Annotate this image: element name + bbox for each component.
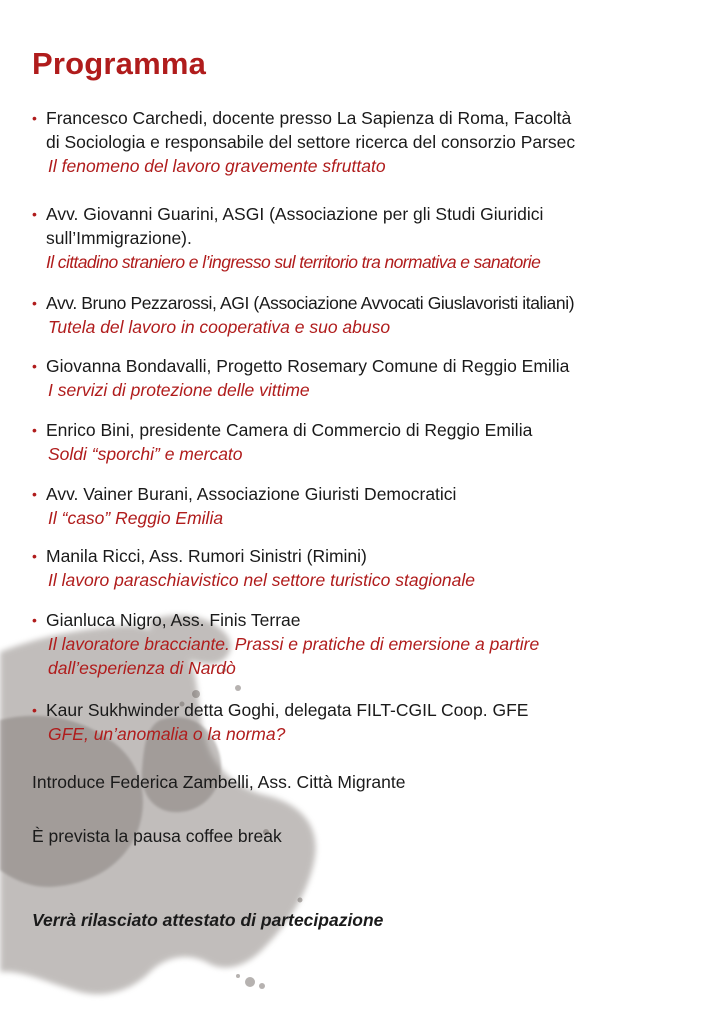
speaker-item xyxy=(32,106,712,178)
speaker-line: di Sociologia e responsabile del settore ricerca del consorzio Parsec xyxy=(46,132,576,152)
speaker-line: Giovanna Bondavalli, Progetto Rosemary Comune di Reggio Emilia xyxy=(46,356,570,376)
talk-topic: Il lavoro paraschiavistico nel settore turistico stagionale xyxy=(48,570,476,590)
bullet-icon: • xyxy=(32,548,37,564)
certificate-note: Verrà rilasciato attestato di partecipazione xyxy=(32,910,384,930)
bullet-icon: • xyxy=(32,486,37,502)
bullet-icon: • xyxy=(32,206,37,222)
speaker-item xyxy=(32,291,712,339)
speaker-item xyxy=(32,544,712,592)
talk-topic: I servizi di protezione delle vittime xyxy=(48,380,310,400)
speaker-item xyxy=(32,202,712,274)
bullet-icon: • xyxy=(32,110,37,126)
page-title: Programma xyxy=(32,46,207,81)
speaker-item xyxy=(32,482,712,530)
speaker-item xyxy=(32,354,712,402)
speaker-line: Gianluca Nigro, Ass. Finis Terrae xyxy=(46,610,301,630)
bullet-icon: • xyxy=(32,702,37,718)
talk-topic: Il fenomeno del lavoro gravemente sfruttato xyxy=(48,156,386,176)
talk-topic: Il cittadino straniero e l’ingresso sul territorio tra normativa e sanatorie xyxy=(46,252,541,272)
speaker-line: Manila Ricci, Ass. Rumori Sinistri (Rimini) xyxy=(46,546,367,566)
speaker-line: Avv. Vainer Burani, Associazione Giuristi Democratici xyxy=(46,484,457,504)
talk-topic: dall’esperienza di Nardò xyxy=(48,658,236,678)
speaker-line: Avv. Giovanni Guarini, ASGI (Associazione per gli Studi Giuridici xyxy=(46,204,544,224)
bullet-icon: • xyxy=(32,422,37,438)
speaker-item xyxy=(32,418,712,466)
bullet-icon: • xyxy=(32,612,37,628)
speaker-line: sull’Immigrazione). xyxy=(46,228,192,248)
talk-topic: Tutela del lavoro in cooperativa e suo abuso xyxy=(48,317,391,337)
intro-text: Introduce Federica Zambelli, Ass. Città Migrante xyxy=(32,772,406,792)
speaker-line: Enrico Bini, presidente Camera di Commercio di Reggio Emilia xyxy=(46,420,533,440)
talk-topic: Il lavoratore bracciante. Prassi e pratiche di emersione a partire xyxy=(48,634,540,654)
bullet-icon: • xyxy=(32,358,37,374)
talk-topic: GFE, un’anomalia o la norma? xyxy=(48,724,286,744)
bullet-icon: • xyxy=(32,295,37,311)
speaker-line: Avv. Bruno Pezzarossi, AGI (Associazione Avvocati Giuslavoristi italiani) xyxy=(46,293,575,313)
break-note: È prevista la pausa coffee break xyxy=(32,826,282,846)
talk-topic: Il “caso” Reggio Emilia xyxy=(48,508,224,528)
speaker-item xyxy=(32,608,712,680)
talk-topic: Soldi “sporchi” e mercato xyxy=(48,444,243,464)
speaker-line: Francesco Carchedi, docente presso La Sapienza di Roma, Facoltà xyxy=(46,108,572,128)
speaker-item xyxy=(32,698,712,746)
speaker-line: Kaur Sukhwinder detta Goghi, delegata FILT-CGIL Coop. GFE xyxy=(46,700,529,720)
